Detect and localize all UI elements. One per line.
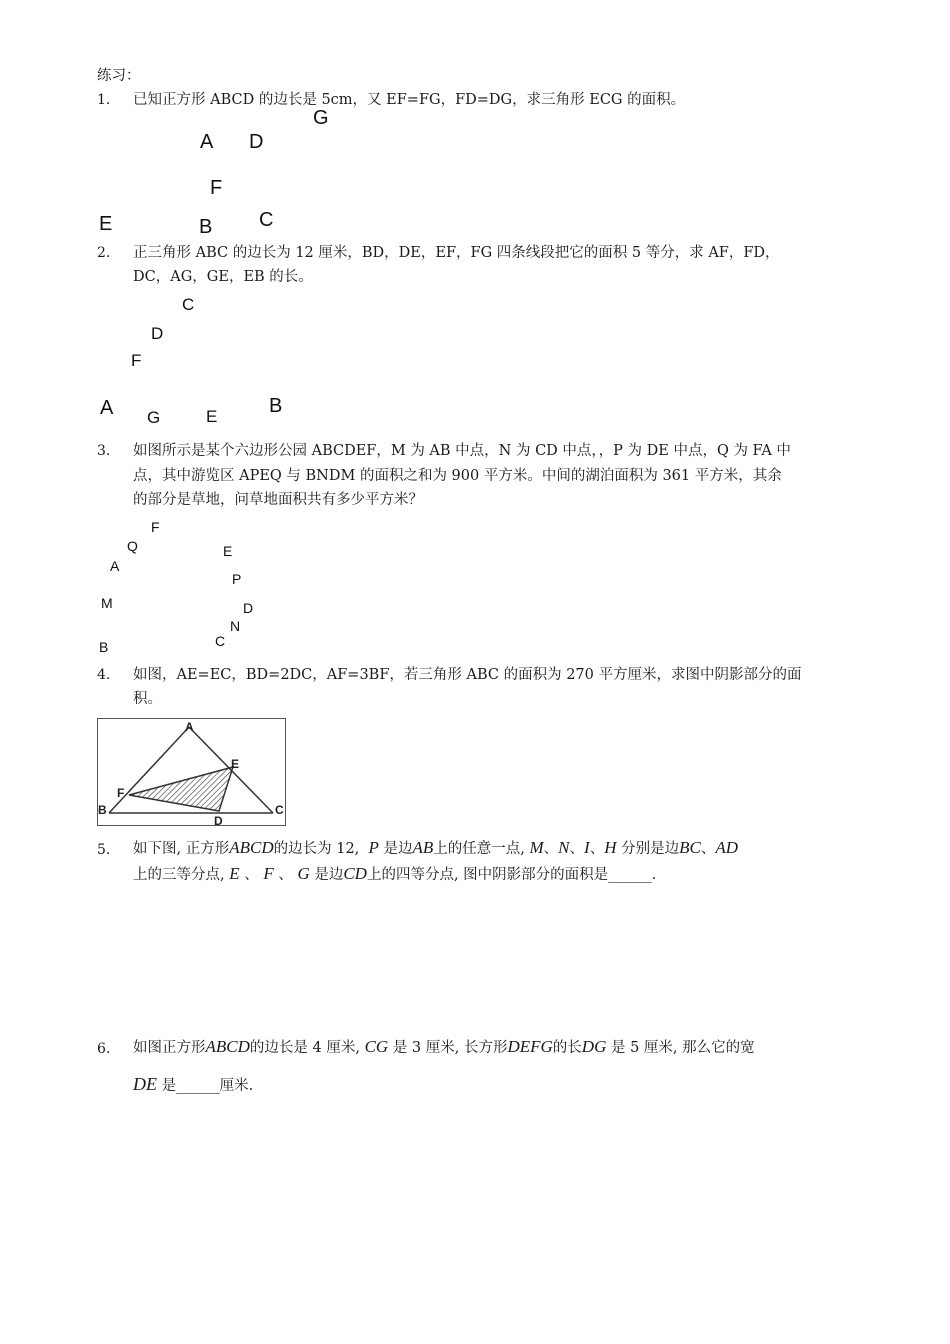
fig3-label-p: P [232,571,242,587]
problem-5-text-line1: 如下图, 正方形ABCD的边长为 12, P 是边AB上的任意一点, M、N、I、H 分别是边BC、AD [133,838,738,857]
fig2-label-b: B [269,395,283,417]
problem-2-text-line1: 正三角形 ABC 的边长为 12 厘米，BD，DE，EF，FG 四条线段把它的面积 5 等分，求 AF，FD， [133,245,780,261]
problem-3-text-line1: 如图所示是某个六边形公园 ABCDEF，M 为 AB 中点，N 为 CD 中点，，P 为 DE 中点，Q 为 FA 中 [133,443,791,459]
fig4-label-a: A [185,720,194,734]
fig4-frame [98,719,286,826]
fig1-label-f: F [210,177,223,199]
problem-6-text-line1: 如图正方形ABCD的边长是 4 厘米, CG 是 3 厘米, 长方形DEFG的长DG 是 5 厘米, 那么它的宽 [133,1037,755,1056]
fig3-label-c: C [215,633,226,649]
problem-2-text-line2: DC，AG，GE，EB 的长。 [133,269,313,285]
problem-4-text-line2: 积。 [133,691,162,707]
fig2-label-d: D [151,324,164,343]
fig4-label-c: C [275,803,284,817]
problem-3-text-line2: 点，其中游览区 APEQ 与 BNDM 的面积之和为 900 平方米。中间的湖泊面积为 361 平方米，其余 [133,468,782,484]
fig1-label-d: D [249,131,264,153]
fig1-label-c: C [259,209,274,231]
fig3-label-a: A [110,558,120,574]
fig4-label-d: D [214,814,223,826]
problem-1-number: 1. [97,92,111,108]
fig4-label-b: B [98,803,107,817]
fig1-label-b: B [199,216,213,238]
problem-2-number: 2. [97,245,111,261]
fig3-label-e: E [223,543,233,559]
fig1-label-a: A [200,131,214,153]
fig4-label-e: E [231,757,240,771]
fig3-label-b: B [99,639,109,655]
fig3-label-d: D [243,600,254,616]
fig3-label-n: N [230,618,241,634]
fig4-label-f: F [117,786,125,800]
problem-5-number: 5. [97,842,111,858]
problem-3-number: 3. [97,443,111,459]
fig2-label-a: A [100,397,114,419]
problem-3-text-line3: 的部分是草地，问草地面积共有多少平方米？ [133,492,423,508]
figure-4-triangle-diagram [97,718,286,826]
problem-4-text-line1: 如图，AE=EC，BD=2DC，AF=3BF，若三角形 ABC 的面积为 270 平方厘米，求图中阴影部分的面 [133,667,802,683]
problem-1-text: 已知正方形 ABCD 的边长是 5cm，又 EF=FG，FD=DG，求三角形 ECG 的面积。 [133,92,686,108]
fig1-label-e: E [99,213,113,235]
fig3-label-f: F [151,519,160,535]
problem-6-number: 6. [97,1041,111,1057]
fig2-label-f: F [131,351,142,370]
fig1-label-g: G [313,107,329,129]
fig3-label-m: M [101,595,113,611]
fig2-label-e: E [206,407,218,426]
fig2-label-c: C [182,295,195,314]
problem-5-text-line2: 上的三等分点, E 、 F 、 G 是边CD上的四等分点, 图中阴影部分的面积是______. [133,864,657,883]
fig2-label-g: G [147,408,161,427]
problem-6-text-line2: DE 是______厘米. [133,1074,254,1094]
fig4-shaded-triangle [129,767,233,811]
fig3-label-q: Q [127,538,138,554]
problem-4-number: 4. [97,667,111,683]
section-heading: 练习： [97,68,141,84]
